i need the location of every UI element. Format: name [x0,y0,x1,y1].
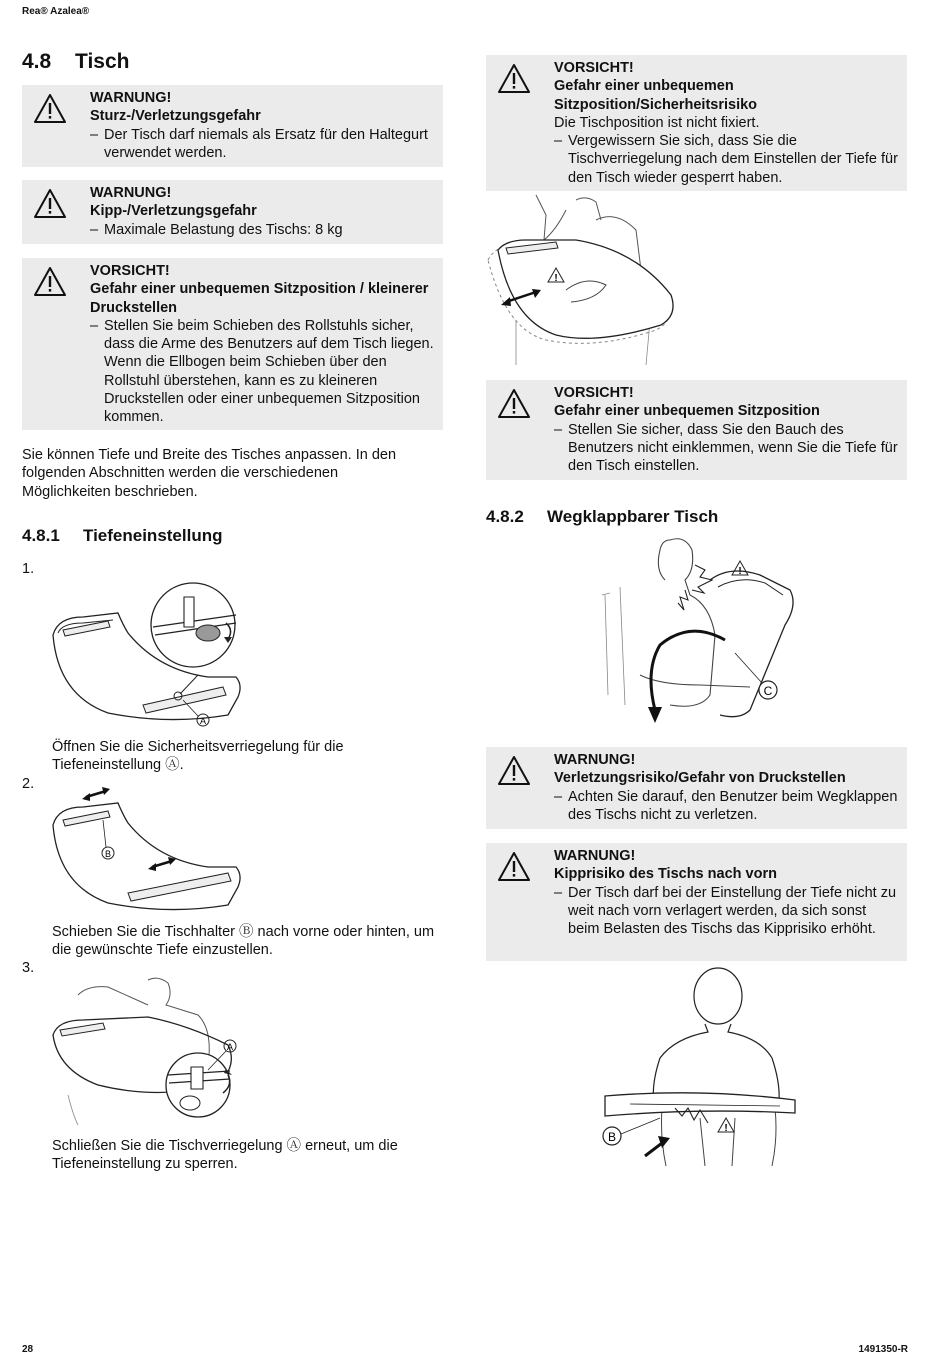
warning-triangle-icon [34,93,66,123]
warning-label: WARNUNG! [90,185,172,201]
caution-title: Gefahr einer unbequemen Sitzposition/Sicherheitsrisiko [554,78,758,113]
warning-triangle-icon [498,63,530,93]
step-number: 3. [22,960,35,976]
label-b: B [104,849,112,859]
section-title: Tisch [75,50,130,73]
caution-box-belly [486,380,907,480]
figure-table-tip-forward [600,968,800,1168]
warning-box-tip [22,180,443,244]
small-warn-sign: ! [554,273,558,284]
figure-fold-away-table [600,535,800,735]
section-number: 4.8 [22,50,52,73]
caution-title: Gefahr einer unbequemen Sitzposition / kleinerer Druckstellen [90,281,429,316]
caution-item: – Stellen Sie beim Schieben des Rollstuhls sicher, dass die Arme des Benutzers auf dem Tisch liegen. Wenn die Ellbogen beim Schieben über den Rollstuhl überstehen, kann es zu kleineren Druckstellen oder einer unbequemen Sitzposition kommen. [90,317,434,426]
document-number: 1491350-R [858,1344,908,1355]
warning-title: Sturz-/Verletzungsgefahr [90,108,261,125]
warning-box-injury [486,747,907,829]
step-number: 1. [22,561,35,577]
subsection-title: Tiefeneinstellung [83,526,223,545]
warning-item: – Maximale Belastung des Tischs: 8 kg [90,221,343,238]
warning-label: WARNUNG! [90,90,172,106]
figure-depth-slide [48,785,248,915]
warning-item: – Achten Sie darauf, den Benutzer beim Wegklappen des Tischs nicht zu verletzen. [554,788,898,823]
warning-triangle-icon [498,755,530,785]
label-a: A [226,1042,234,1052]
caution-label: VORSICHT! [554,60,634,76]
warning-item: – Der Tisch darf niemals als Ersatz für den Haltegurt verwendet werden. [90,126,428,161]
step-text: Schieben Sie die Tischhalter Ⓑ nach vorne oder hinten, um die gewünschte Tiefe einzustellen. [52,924,435,959]
warning-title: Verletzungsrisiko/Gefahr von Druckstellen [554,770,846,787]
warning-box-tip-forward [486,843,907,961]
intro-paragraph: Sie können Tiefe und Breite des Tisches anpassen. In den folgenden Abschnitten werden die verschiedenen Möglichkeiten beschrieben. [22,447,397,500]
step-number: 2. [22,776,35,792]
caution-label: VORSICHT! [90,263,170,279]
caution-title: Gefahr einer unbequemen Sitzposition [554,403,820,420]
warning-item: – Der Tisch darf bei der Einstellung der Tiefe nicht zu weit nach vorn verlagert werden, da sich sonst beim Belasten des Tischs das Kipprisiko erhöht. [554,884,897,938]
label-b: B [607,1130,617,1144]
step-text: Öffnen Sie die Sicherheitsverriegelung für die Tiefeneinstellung Ⓐ. [52,739,344,774]
page-number: 28 [22,1344,34,1355]
warning-title: Kipp-/Verletzungsgefahr [90,203,257,220]
warning-box-fall [22,85,443,167]
step-text: Schließen Sie die Tischverriegelung Ⓐ erneut, um die Tiefeneinstellung zu sperren. [52,1138,398,1173]
caution-box-not-fixed [486,55,907,191]
caution-item: – Vergewissern Sie sich, dass Sie die Tischverriegelung nach dem Einstellen der Tiefe für den Tisch wieder gesperrt haben. [554,133,898,186]
caution-label: VORSICHT! [554,385,634,401]
warning-label: WARNUNG! [554,752,636,768]
subsection-number: 4.8.2 [486,507,524,526]
figure-depth-lock-close [48,975,248,1125]
warning-triangle-icon [498,388,530,418]
figure-depth-lock-open [48,575,248,735]
small-warn-sign: ! [724,1123,728,1134]
warning-triangle-icon [34,188,66,218]
warning-label: WARNUNG! [554,848,636,864]
warning-triangle-icon [34,266,66,296]
caution-item: – Stellen Sie sicher, dass Sie den Bauch des Benutzers nicht einklemmen, wenn Sie die Tiefe für den Tisch einstellen. [554,421,898,475]
subsection-number: 4.8.1 [22,526,60,545]
warning-triangle-icon [498,851,530,881]
figure-table-depth-user [486,190,676,370]
small-warn-sign: ! [738,566,742,577]
page-header-brand: Rea® Azalea® [22,6,90,17]
label-c: C [763,684,773,698]
subsection-title: Wegklappbarer Tisch [547,507,719,526]
caution-description: Die Tischposition ist nicht fixiert. [554,114,760,131]
label-a: A [199,716,207,726]
warning-title: Kipprisiko des Tischs nach vorn [554,866,777,883]
caution-box-pressure [22,258,443,430]
